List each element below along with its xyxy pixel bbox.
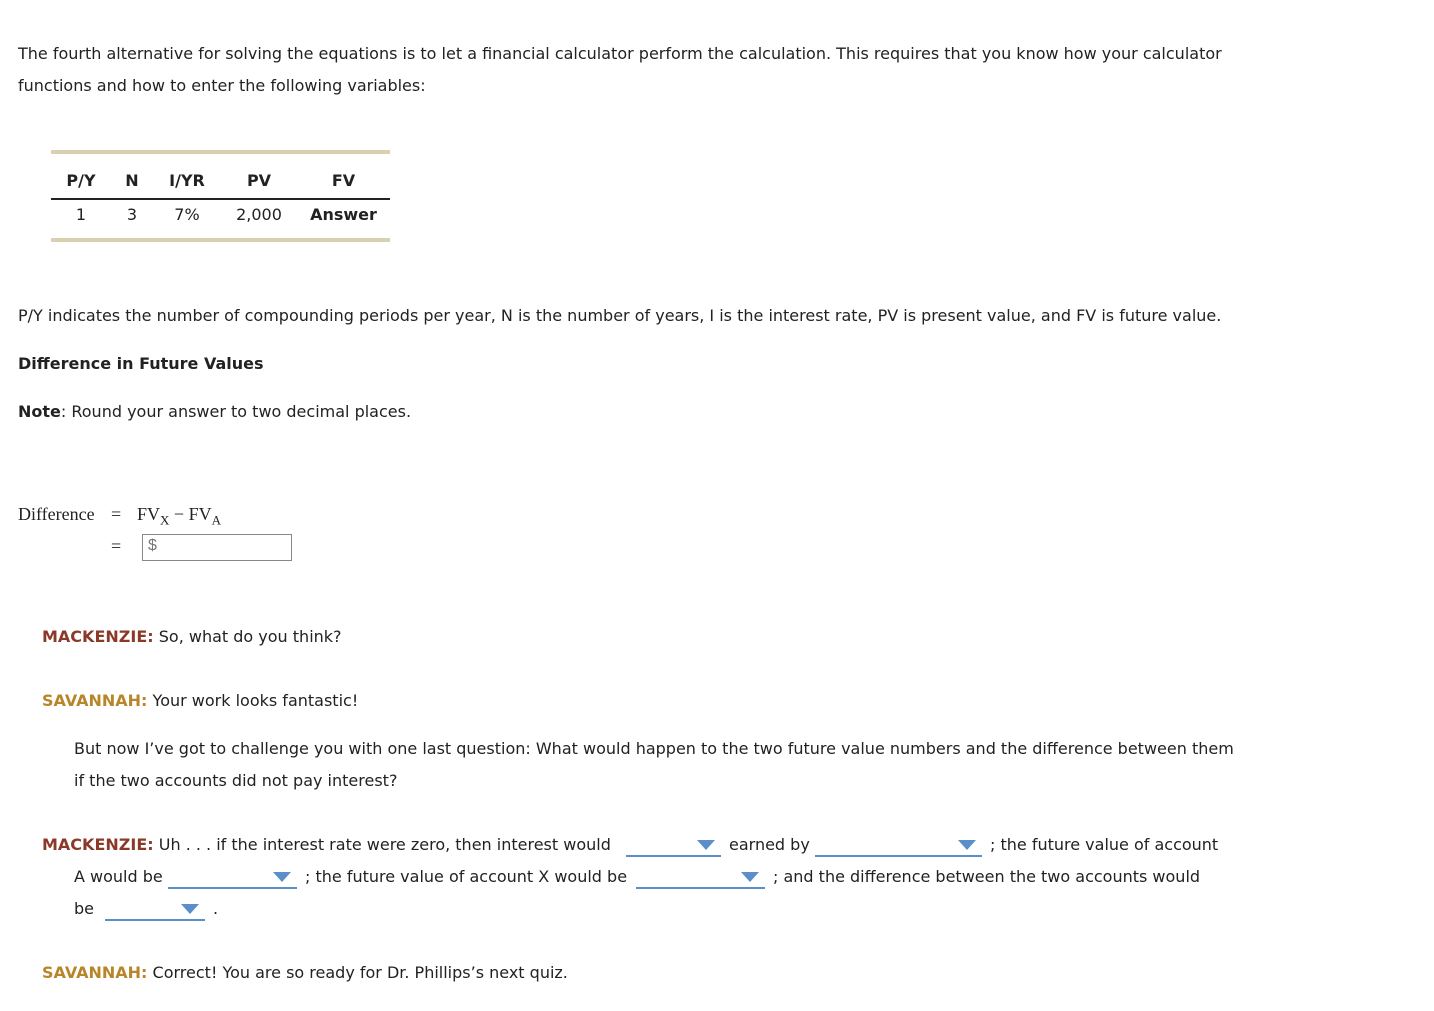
minus-sign: − (169, 504, 189, 524)
equation-formula (137, 504, 221, 529)
value-iyr: 7% (174, 205, 200, 224)
value-py: 1 (75, 205, 87, 224)
dropdown-arrow-icon (958, 840, 976, 850)
dropdown-arrow-icon (741, 872, 759, 882)
header-n: N (125, 171, 139, 190)
answer-text-8: . (213, 899, 219, 918)
answer-text-1: Uh . . . if the interest rate were zero, then interest would (158, 835, 611, 854)
calculator-table (51, 150, 390, 242)
interest-would-dropdown[interactable] (626, 833, 721, 857)
speaker-mackenzie-2: MACKENZIE: (42, 835, 154, 854)
calculator-value-row (51, 200, 390, 232)
speaker-savannah: SAVANNAH: (42, 691, 148, 710)
rounding-note (18, 396, 411, 428)
savannah-text-1: Your work looks fantastic! (152, 691, 359, 710)
savannah-text-2: Correct! You are so ready for Dr. Phillips’s next quiz. (152, 963, 568, 982)
answer-text-6: ; and the difference between the two accounts would (773, 867, 1201, 886)
difference-input[interactable] (161, 536, 293, 561)
fv-account-a-dropdown[interactable] (168, 865, 297, 889)
subscript-x: X (160, 512, 170, 528)
mackenzie-answer-start (42, 829, 611, 861)
value-fv: Answer (310, 205, 377, 224)
equals-sign-answer: = (111, 536, 122, 556)
intro-paragraph: The fourth alternative for solving the equations is to let a financial calculator perform the calculation. This requires that you know how your calculator functions and how to enter the following variables: (18, 44, 1222, 95)
dropdown-arrow-icon (273, 872, 291, 882)
equals-sign: = (111, 504, 122, 524)
fv-x-label: FV (137, 504, 161, 524)
answer-text-3: ; the future value of account (990, 835, 1219, 854)
mackenzie-line-1 (42, 621, 342, 653)
answer-text-4: A would be (74, 867, 163, 886)
difference-answer-field[interactable] (142, 534, 292, 561)
header-fv: FV (331, 171, 356, 190)
savannah-question: But now I’ve got to challenge you with one last question: What would happen to the two future value numbers and the difference between them if the two accounts did not pay interest? (74, 739, 1234, 790)
fv-a-label: FV (188, 504, 212, 524)
answer-text-5: ; the future value of account X would be (305, 867, 628, 886)
section-title: Difference in Future Values (18, 354, 264, 373)
equation-label: Difference (18, 504, 95, 524)
fv-account-x-dropdown[interactable] (636, 865, 765, 889)
earned-by-dropdown[interactable] (815, 833, 982, 857)
value-pv: 2,000 (236, 205, 282, 224)
value-n: 3 (126, 205, 138, 224)
note-label: Note (18, 402, 61, 421)
speaker-mackenzie: MACKENZIE: (42, 627, 154, 646)
currency-symbol: $ (148, 537, 157, 554)
dropdown-arrow-icon (697, 840, 715, 850)
difference-would-be-dropdown[interactable] (105, 897, 205, 921)
savannah-line-1 (42, 685, 358, 717)
header-py: P/Y (66, 171, 96, 190)
subscript-a: A (211, 512, 221, 528)
header-iyr: I/YR (169, 171, 205, 190)
answer-text-2: earned by (729, 835, 810, 854)
speaker-savannah-2: SAVANNAH: (42, 963, 148, 982)
variable-definition: P/Y indicates the number of compounding periods per year, N is the number of years, I is the interest rate, PV is present value, and FV is future value. (18, 306, 1222, 325)
dropdown-arrow-icon (181, 904, 199, 914)
answer-text-7: be (74, 899, 94, 918)
savannah-line-2 (42, 957, 568, 989)
header-pv: PV (246, 171, 272, 190)
mackenzie-text-1: So, what do you think? (158, 627, 342, 646)
note-text: : Round your answer to two decimal places. (60, 402, 412, 421)
calculator-header-row (51, 166, 390, 200)
